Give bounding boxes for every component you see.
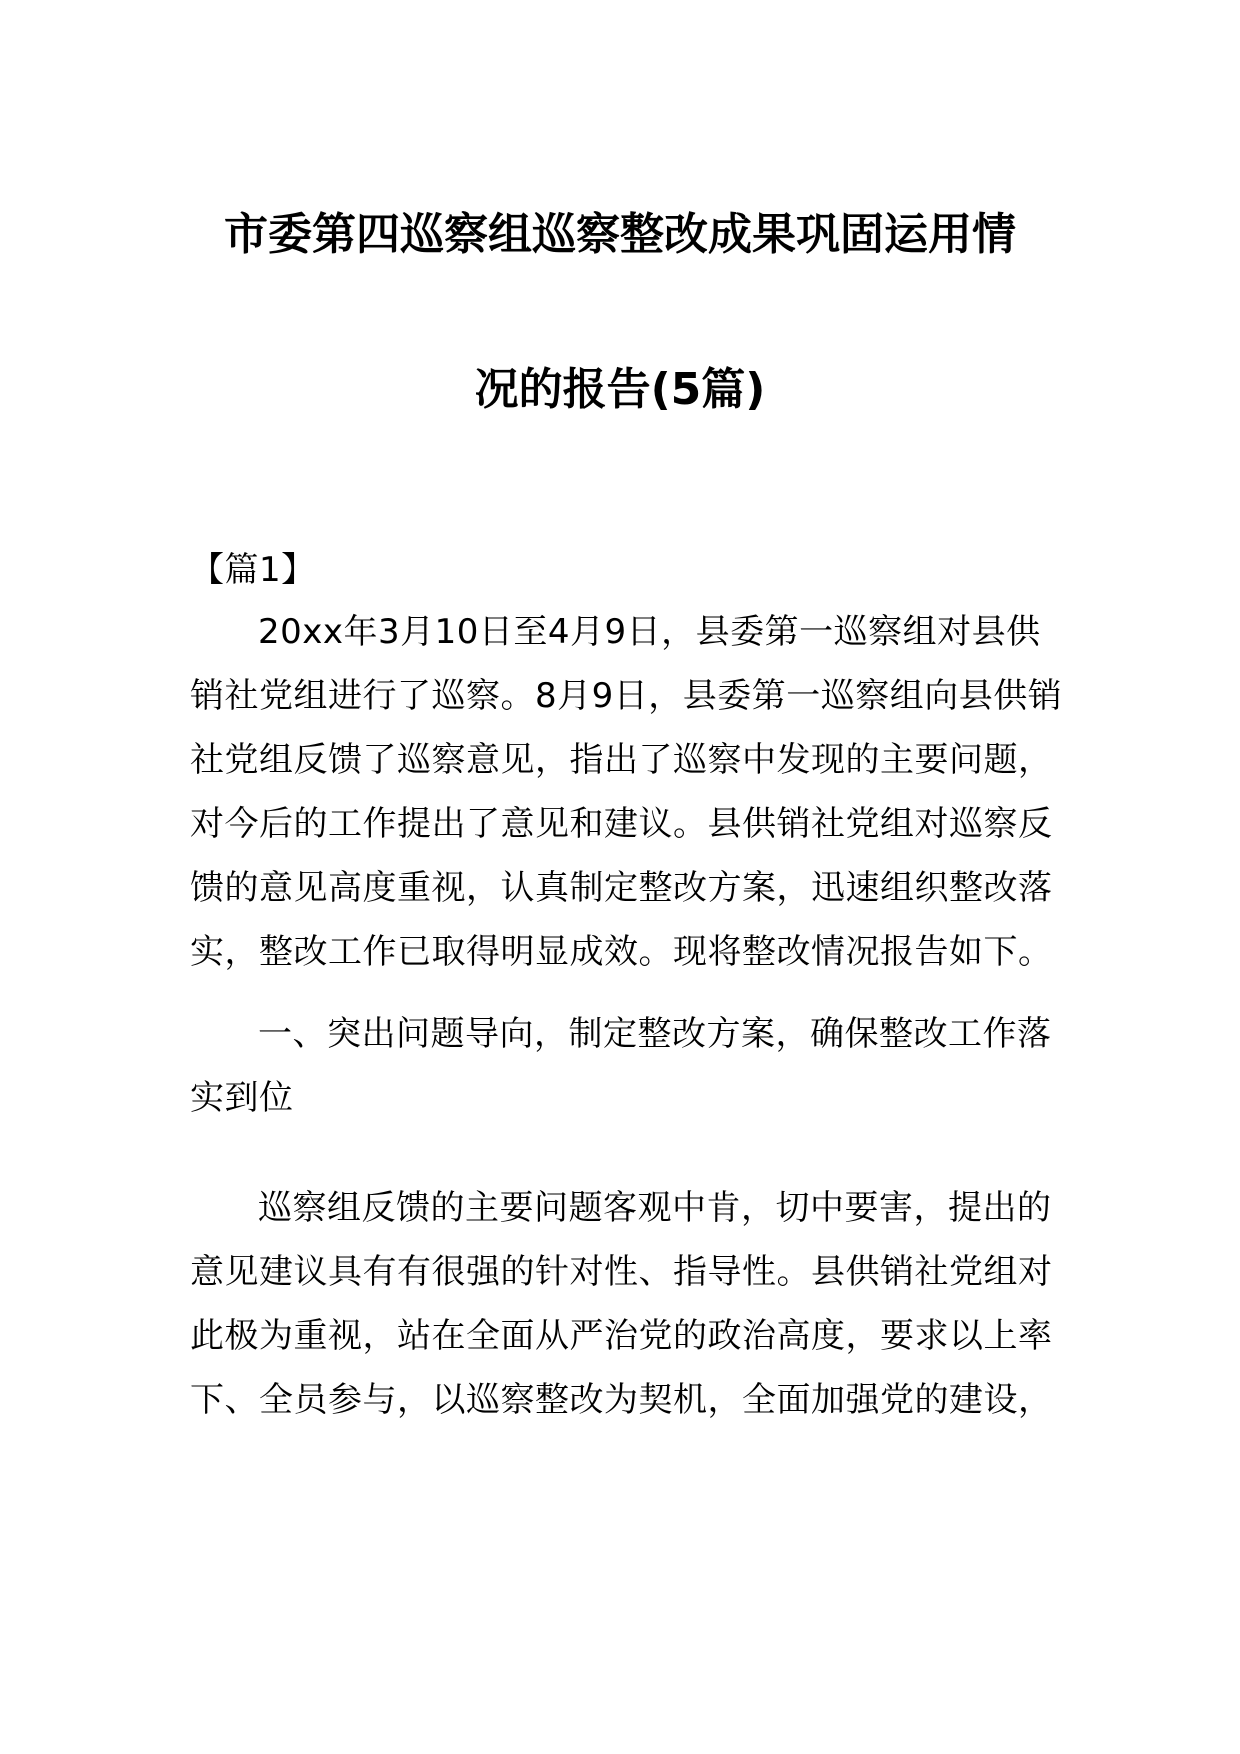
section-heading-1 [190, 1002, 1060, 1130]
document-title-line-1: 市委第四巡察组巡察整改成果巩固运用情 [224, 209, 1016, 260]
section-heading-1-line: 一、突出问题导向，制定整改方案，确保整改工作落 [258, 1014, 1052, 1054]
section-marker-block [190, 538, 1060, 602]
paragraph-2 [190, 1176, 1060, 1432]
paragraph-1-line: 社党组反馈了巡察意见，指出了巡察中发现的主要问题， [190, 740, 1053, 780]
paragraph-1-line: 馈的意见高度重视，认真制定整改方案，迅速组织整改落 [190, 868, 1053, 908]
section-marker: 【篇1】 [190, 550, 316, 590]
paragraph-2-line: 巡察组反馈的主要问题客观中肯，切中要害，提出的 [258, 1188, 1052, 1228]
paragraph-1 [190, 600, 1063, 984]
paragraph-1-line: 销社党组进行了巡察。8月9日，县委第一巡察组向县供销 [190, 676, 1063, 716]
paragraph-2-line: 意见建议具有有很强的针对性、指导性。县供销社党组对 [190, 1252, 1053, 1292]
paragraph-1-line: 20xx年3月10日至4月9日，县委第一巡察组对县供 [258, 612, 1041, 652]
paragraph-2-line: 此极为重视，站在全面从严治党的政治高度，要求以上率 [190, 1316, 1053, 1356]
section-heading-1-line: 实到位 [190, 1078, 294, 1118]
document-title-line-2: 况的报告(5篇) [474, 364, 766, 415]
paragraph-2-line: 下、全员参与，以巡察整改为契机，全面加强党的建设， [190, 1380, 1053, 1420]
paragraph-1-line: 对今后的工作提出了意见和建议。县供销社党组对巡察反 [190, 804, 1053, 844]
paragraph-1-line: 实，整改工作已取得明显成效。现将整改情况报告如下。 [190, 932, 1053, 972]
